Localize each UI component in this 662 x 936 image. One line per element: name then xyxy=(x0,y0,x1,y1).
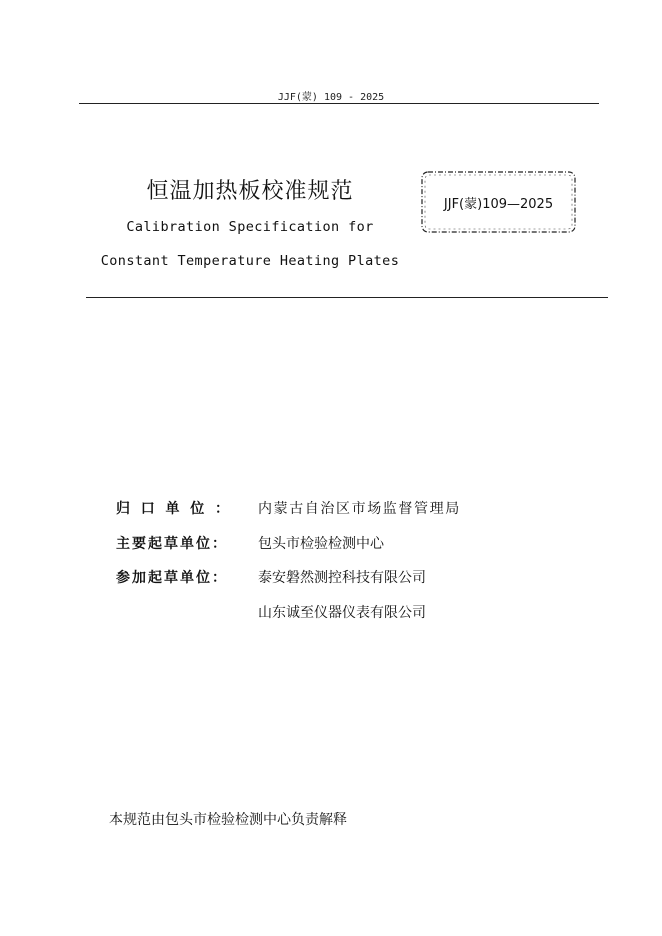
org-label-char: 起 xyxy=(148,536,162,552)
org-label-main-drafter xyxy=(116,533,226,553)
org-label-char: 位 xyxy=(196,570,210,586)
title-divider xyxy=(86,297,608,298)
org-label-char: 位 xyxy=(196,536,210,552)
org-label-char: 单 xyxy=(165,501,180,517)
standard-code-box-text: JJF(蒙)109—2025 xyxy=(443,197,554,212)
org-value-centralized: 内蒙古自治区市场监督管理局 xyxy=(258,501,461,517)
org-label-char: 加 xyxy=(132,570,146,586)
org-label-participating-drafters xyxy=(116,567,226,587)
org-label-char: 单 xyxy=(180,570,194,586)
org-value-participating-drafter-2: 山东诚至仪器仪表有限公司 xyxy=(258,605,426,621)
org-label-char: 草 xyxy=(164,570,178,586)
org-label-char: ： xyxy=(212,570,226,586)
org-label-char: 参 xyxy=(116,570,130,586)
org-label-char: 主 xyxy=(116,536,130,552)
org-value-participating-drafter-1: 泰安磐然测控科技有限公司 xyxy=(258,570,426,586)
document-title-english-line-1: Calibration Specification for xyxy=(126,219,374,235)
org-label-char: ： xyxy=(215,501,229,517)
standard-code-box xyxy=(419,169,578,235)
header-standard-code: JJF(蒙) 109 - 2025 xyxy=(277,92,385,103)
org-label-centralized xyxy=(116,498,229,518)
org-label-char: ： xyxy=(212,536,226,552)
document-title-english-line-2: Constant Temperature Heating Plates xyxy=(100,253,400,269)
org-label-char: 口 xyxy=(140,501,155,517)
org-label-char: 草 xyxy=(164,536,178,552)
org-label-char: 位 xyxy=(190,501,205,517)
org-label-char: 单 xyxy=(180,536,194,552)
org-value-main-drafter: 包头市检验检测中心 xyxy=(258,536,384,552)
org-label-char: 归 xyxy=(116,501,130,517)
document-title-chinese: 恒温加热板校准规范 xyxy=(146,179,354,204)
header-divider xyxy=(79,103,599,104)
org-label-char: 要 xyxy=(132,536,146,552)
interpretation-note: 本规范由包头市检验检测中心负责解释 xyxy=(109,812,347,828)
org-label-char: 起 xyxy=(148,570,162,586)
